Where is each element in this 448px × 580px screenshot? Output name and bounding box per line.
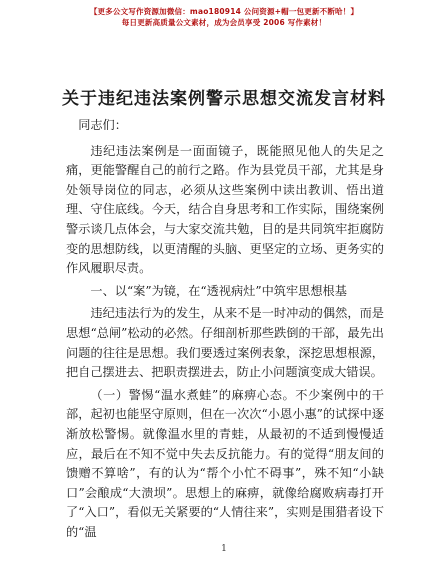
document-body	[66, 116, 384, 542]
page-number: 1	[221, 544, 227, 554]
intro-paragraph: 违纪违法案例是一面面镜子，既能照见他人的失足之痛，更能警醒自己的前行之路。作为县党员干部，尤其是身处领导岗位的同志，必须从这些案例中读出教训、悟出道理、守住底线。今天，结合自身思考和工作实际，围绕案例警示谈几点体会，与大家交流共勉，目的是共同筑牢拒腐防变的思想防线，以更清醒的头脑、更坚定的立场、更务实的作风履职尽责。	[66, 143, 384, 276]
section-heading: 一、以“案”为镜，在“透视病灶”中筑牢思想根基	[90, 283, 347, 298]
promo-banner-line-2: 每日更新高质量公文素材，成为会员享受 2006 写作素材！	[121, 18, 327, 27]
document-title: 关于违纪违法案例警示思想交流发言材料	[62, 89, 386, 109]
promo-banner	[0, 6, 448, 28]
section-paragraph: 违纪违法行为的发生，从来不是一时冲动的偶然，而是思想“总闸”松动的必然。仔细剖析那些跌倒的干部，最先出问题的往往是思想。我们要透过案例表象，深挖思想根源，把自己摆进去、把职责摆进去，防止小问题演变成大错误。	[66, 306, 384, 380]
salutation: 同志们：	[78, 118, 127, 132]
subsection-paragraph: （一）警惕“温水煮蛙”的麻痹心态。不少案例中的干部，起初也能坚守原则，但在一次次“小恩小惠”的试探中逐渐放松警惕。就像温水里的青蛙，从最初的不适到慢慢适应，最后在不知不觉中失去反抗能力。有的觉得“朋友间的馈赠不算啥”，有的认为“帮个小忙不碍事”，殊不知“小缺口”会酿成“大溃坝”。思想上的麻痹，就像给腐败病毒打开了“入口”，看似无关紧要的“人情往来”，实则是围猎者设下的“温	[66, 387, 384, 539]
promo-banner-line-1: 【更多公文写作资源加微信：mao180914 公问资源+帽一包更新不断哈！】	[89, 7, 359, 16]
